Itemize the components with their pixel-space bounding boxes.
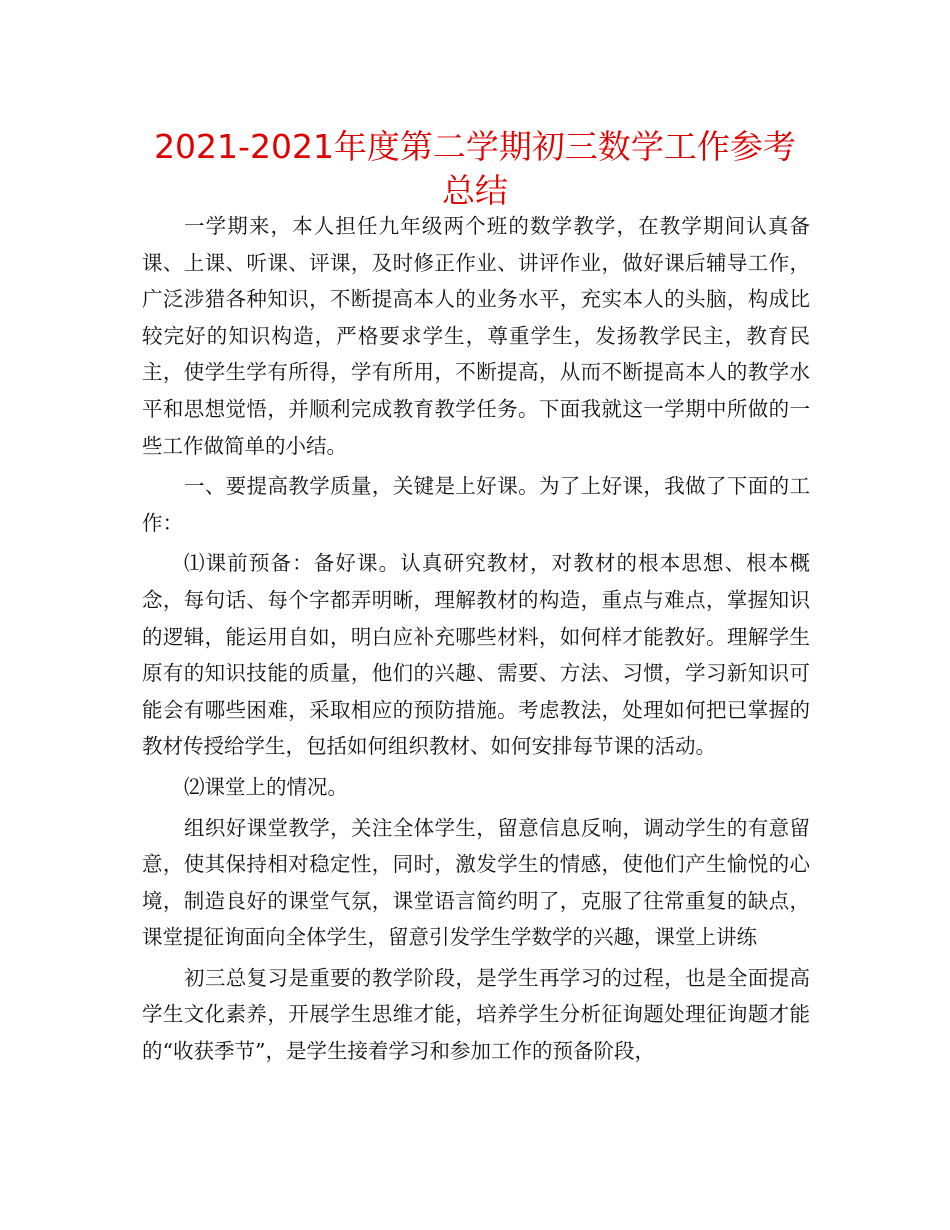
paragraph-classroom: 组织好课堂教学，关注全体学生，留意信息反响，调动学生的有意留意，使其保持相对稳定性，同时，激发学生的情感，使他们产生愉悦的心境，制造良好的课堂气氛，课堂语言简约明了，克服了往常重复的缺点，课堂提征询面向全体学生，留意引发学生学数学的兴趣，课堂上讲练 (142, 815, 810, 950)
paragraph-section-one: 一、要提高教学质量，关键是上好课。为了上好课，我做了下面的工作： (142, 474, 810, 535)
paragraph-lesson-prep: ⑴课前预备：备好课。认真研究教材，对教材的根本思想、根本概念，每句话、每个字都弄明晰，理解教材的构造，重点与难点，掌握知识的逻辑，能运用自如，明白应补充哪些材料，如何样才能教好。理解学生原有的知识技能的质量，他们的兴趣、需要、方法、习惯，学习新知识可能会有哪些困难，采取相应的预防措施。考虑教法，处理如何把已掌握的教材传授给学生，包括如何组织教材、如何安排每节课的活动。 (142, 551, 810, 759)
paragraph-classroom-heading: ⑵课堂上的情况。 (184, 774, 348, 799)
document-title: 2021-2021年度第二学期初三数学工作参考总结 (154, 127, 796, 210)
paragraph-review: 初三总复习是重要的教学阶段，是学生再学习的过程，也是全面提高学生文化素养，开展学生思维才能，培养学生分析征询题处理征询题才能的“收获季节”，是学生接着学习和参加工作的预备阶段， (142, 965, 810, 1064)
document-body (142, 208, 810, 1074)
paragraph-intro: 一学期来，本人担任九年级两个班的数学教学，在教学期间认真备课、上课、听课、评课，及时修正作业、讲评作业，做好课后辅导工作，广泛涉猎各种知识，不断提高本人的业务水平，充实本人的头脑，构成比较完好的知识构造，严格要求学生，尊重学生，发扬教学民主，教育民主，使学生学有所得，学有所用，不断提高，从而不断提高本人的教学水平和思想觉悟，并顺利完成教育教学任务。下面我就这一学期中所做的一些工作做简单的小结。 (142, 214, 810, 458)
